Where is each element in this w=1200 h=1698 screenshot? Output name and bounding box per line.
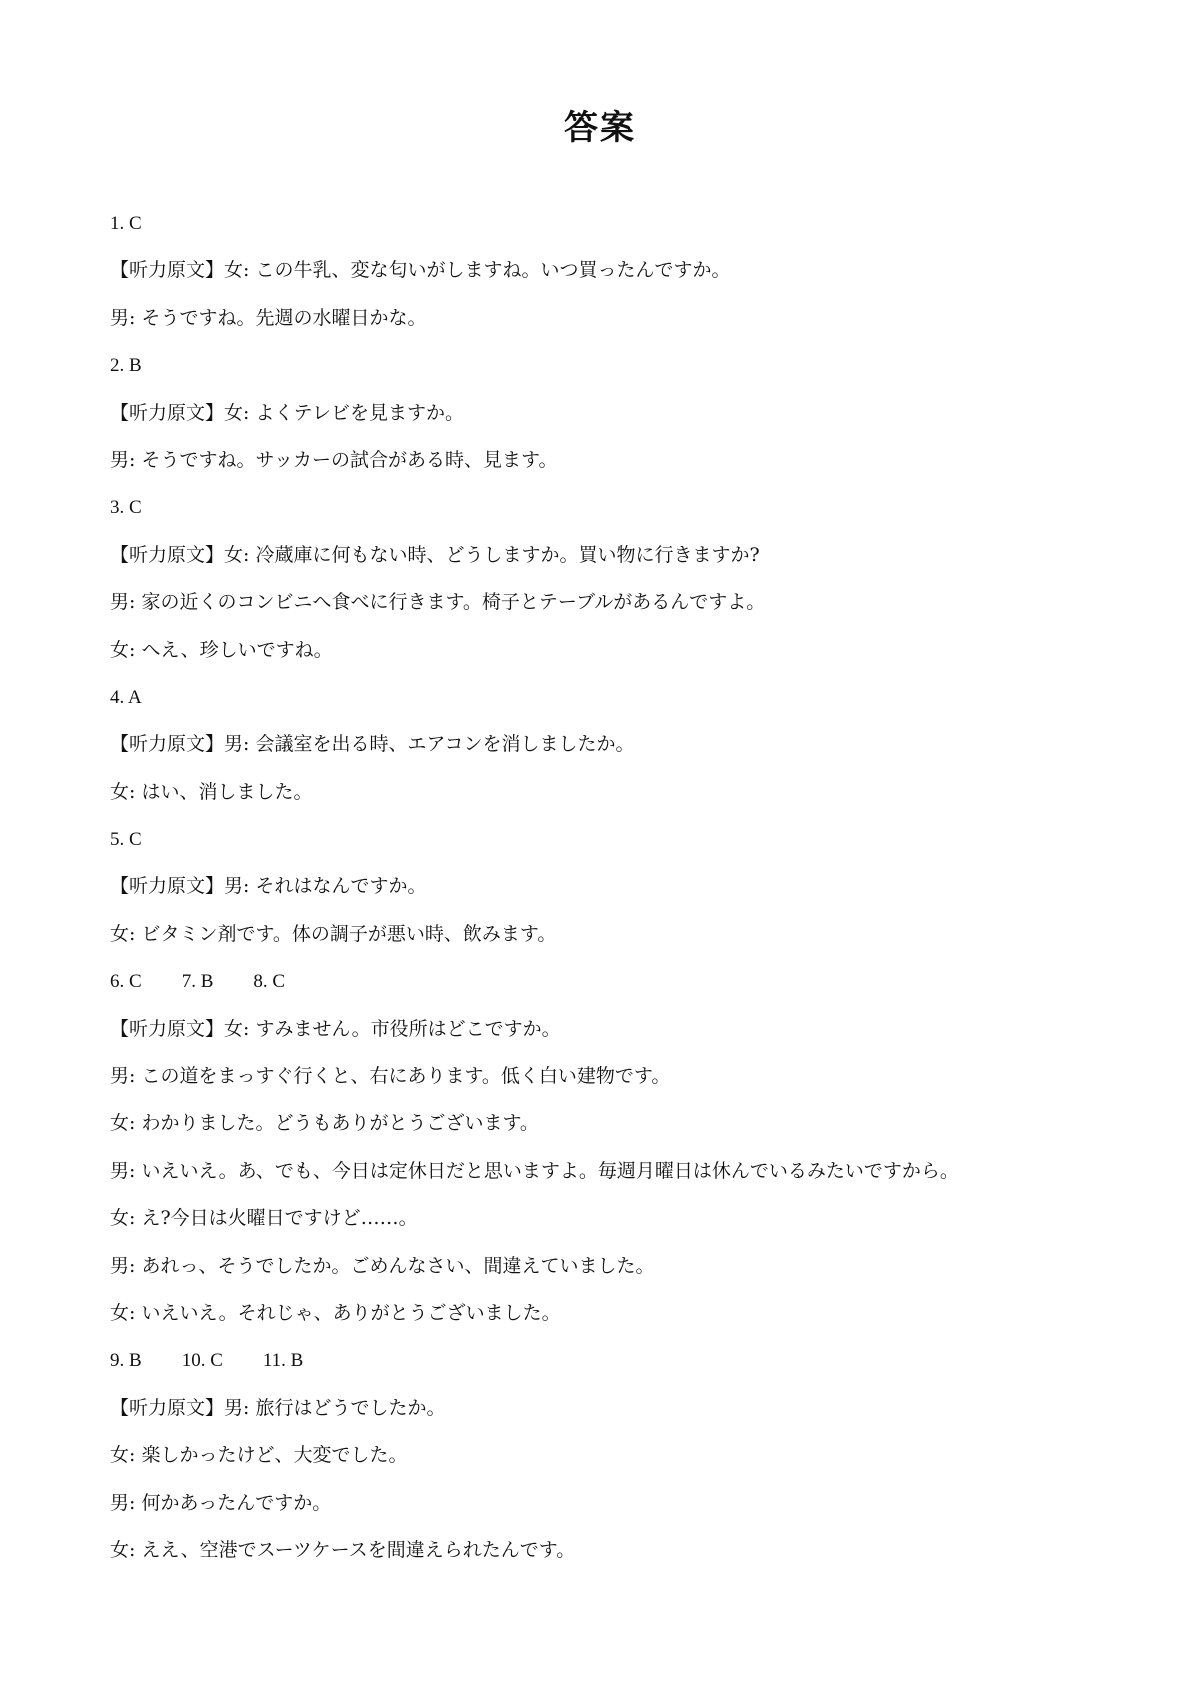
transcript-line: [110, 1480, 1110, 1527]
answer-key-line: [110, 674, 1110, 721]
transcript-text: 女: へえ、珍しいですね。: [110, 638, 333, 661]
transcript-text: 女: え?今日は火曜日ですけど……。: [110, 1207, 418, 1230]
answer-key: 1. C: [110, 213, 142, 234]
transcript-line: [110, 579, 1110, 626]
transcript-text: 男: そうですね。サッカーの試合がある時、見ます。: [110, 448, 558, 471]
transcript-text: 【听力原文】男: それはなんですか。: [110, 875, 427, 898]
transcript-line: [110, 1148, 1110, 1195]
answer-key: 9. B: [110, 1350, 142, 1372]
transcript-text: 女: ええ、空港でスーツケースを間違えられたんです。: [110, 1538, 576, 1561]
transcript-line: [110, 1100, 1110, 1147]
page-title: 答案: [564, 108, 636, 148]
transcript-text: 男: いえいえ。あ、でも、今日は定休日だと思いますよ。毎週月曜日は休んでいるみたいですから。: [110, 1159, 959, 1182]
transcript-text: 男: あれっ、そうでしたか。ごめんなさい、間違えていました。: [110, 1254, 655, 1277]
transcript-line: [110, 247, 1110, 294]
transcript-text: 男: この道をまっすぐ行くと、右にあります。低く白い建物です。: [110, 1065, 671, 1088]
answer-key: 4. A: [110, 686, 142, 708]
transcript-text: 【听力原文】男: 会議室を出る時、エアコンを消しましたか。: [110, 733, 635, 756]
transcript-line: [110, 1527, 1110, 1574]
answer-key: 8. C: [253, 971, 286, 993]
transcript-line: [110, 295, 1110, 342]
answer-key: 7. B: [181, 971, 214, 993]
answer-key: 3. C: [110, 497, 142, 519]
answer-key: 11. B: [262, 1350, 304, 1372]
transcript-text: 【听力原文】男: 旅行はどうでしたか。: [110, 1396, 446, 1419]
transcript-text: 女: 楽しかったけど、大変でした。: [110, 1444, 408, 1467]
transcript-text: 【听力原文】女: すみません。市役所はどこですか。: [110, 1017, 561, 1040]
transcript-line: [110, 863, 1110, 910]
transcript-line: [110, 1432, 1110, 1479]
transcript-text: 【听力原文】女: 冷蔵庫に何もない時、どうしますか。買い物に行きますか?: [110, 543, 760, 566]
answer-key: 2. B: [110, 355, 142, 377]
transcript-text: 女: はい、消しました。: [110, 780, 313, 803]
transcript-line: [110, 437, 1110, 484]
transcript-text: 【听力原文】女: よくテレビを見ますか。: [110, 401, 465, 424]
transcript-line: [110, 390, 1110, 437]
transcript-line: [110, 627, 1110, 674]
answer-key-line: [110, 484, 1110, 531]
answer-key-line: [110, 342, 1110, 389]
transcript-line: [110, 721, 1110, 768]
answer-key: 10. C: [181, 1350, 223, 1372]
transcript-line: [110, 1195, 1110, 1242]
transcript-line: [110, 1006, 1110, 1053]
transcript-text: 女: ビタミン剤です。体の調子が悪い時、飲みます。: [110, 922, 557, 945]
answer-key-group: [110, 958, 1110, 1005]
transcript-line: [110, 911, 1110, 958]
transcript-line: [110, 1290, 1110, 1337]
answer-key: 6. C: [110, 971, 142, 993]
answer-key-group: [110, 1337, 1110, 1384]
transcript-text: 男: 何かあったんですか。: [110, 1491, 332, 1514]
transcript-text: 男: 家の近くのコンビニへ食べに行きます。椅子とテーブルがあるんですよ。: [110, 591, 766, 614]
answer-key: 5. C: [110, 829, 142, 851]
transcript-line: [110, 1385, 1110, 1432]
transcript-text: 男: そうですね。先週の水曜日かな。: [110, 306, 427, 329]
answer-key-line: [110, 200, 1110, 247]
transcript-line: [110, 1243, 1110, 1290]
transcript-line: [110, 1053, 1110, 1100]
transcript-text: 女: いえいえ。それじゃ、ありがとうございました。: [110, 1301, 561, 1324]
answer-key-line: [110, 816, 1110, 863]
transcript-line: [110, 769, 1110, 816]
transcript-line: [110, 532, 1110, 579]
answer-content: [110, 200, 1110, 1574]
transcript-text: 【听力原文】女: この牛乳、変な匂いがしますね。いつ買ったんですか。: [110, 259, 731, 282]
transcript-text: 女: わかりました。どうもありがとうございます。: [110, 1112, 539, 1135]
